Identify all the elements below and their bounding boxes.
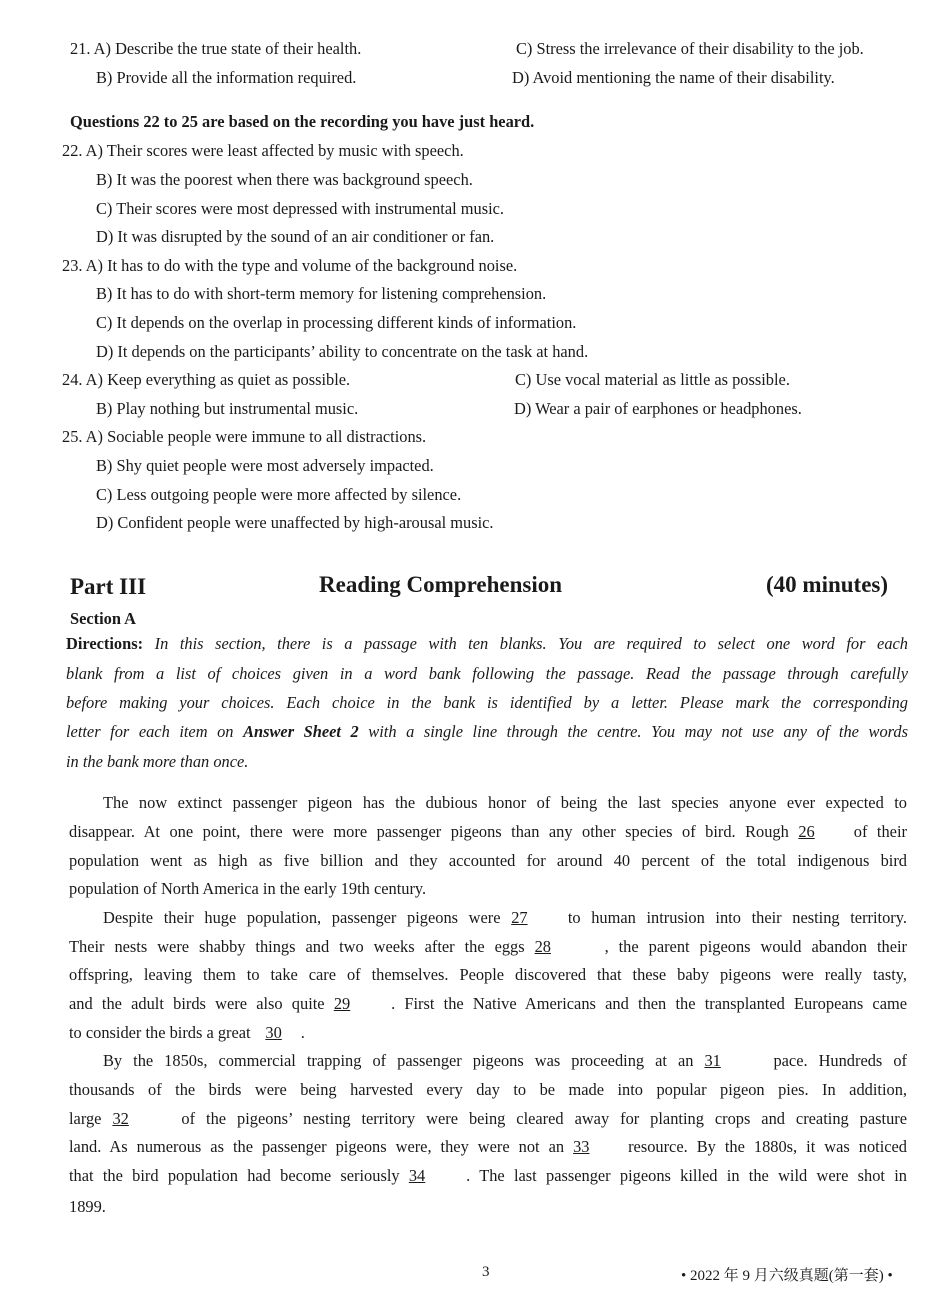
q25-option-c: C) Less outgoing people were more affected by silence. — [96, 485, 462, 504]
q21-option-a: 21. A) Describe the true state of their health. — [70, 39, 362, 58]
q23-option-b: B) It has to do with short-term memory for listening comprehension. — [96, 284, 547, 303]
section-title: Section A — [70, 609, 137, 628]
blank-27: 27 — [511, 908, 528, 927]
q21-option-b: B) Provide all the information required. — [96, 68, 357, 87]
blank-28: 28 — [534, 937, 551, 956]
part-title: Reading Comprehension — [319, 572, 563, 597]
passage-p3-line-6: 1899. — [69, 1197, 106, 1216]
directions-label: Directions: — [66, 634, 144, 653]
q25-option-a: 25. A) Sociable people were immune to all distractions. — [62, 427, 427, 446]
part-time: (40 minutes) — [766, 572, 889, 597]
passage-p2-line-5: to consider the birds a great 30 . — [69, 1023, 305, 1042]
passage-p3-line-5: that the bird population had become seriously 34 . The last passenger pigeons killed in the wild were shot in — [69, 1166, 907, 1185]
q25-option-d: D) Confident people were unaffected by high-arousal music. — [96, 513, 494, 532]
page-number: 3 — [482, 1264, 490, 1280]
blank-29: 29 — [333, 994, 351, 1013]
answer-sheet-label: Answer Sheet 2 — [243, 722, 359, 741]
passage-p2-line-2: Their nests were shabby things and two weeks after the eggs 28 , the parent pigeons would abandon their — [69, 937, 907, 956]
blank-26: 26 — [798, 822, 815, 841]
q22-option-c: C) Their scores were most depressed with instrumental music. — [96, 199, 505, 218]
passage-p3-line-3: large 32 of the pigeons’ nesting territory were being cleared away for planting crops and creating pasture — [69, 1109, 907, 1128]
blank-30: 30 — [265, 1023, 282, 1042]
passage-p1-line-2: disappear. At one point, there were more passenger pigeons than any other species of bird. Rough 26 of their — [69, 822, 907, 841]
q24-option-b: B) Play nothing but instrumental music. — [96, 399, 359, 418]
blank-31: 31 — [704, 1051, 721, 1070]
q22-option-a: 22. A) Their scores were least affected by music with speech. — [62, 141, 464, 160]
blank-33: 33 — [573, 1137, 590, 1156]
passage-p3-line-1: By the 1850s, commercial trapping of passenger pigeons was proceeding at an 31 pace. Hundreds of — [103, 1051, 907, 1070]
q23-option-d: D) It depends on the participants’ ability to concentrate on the task at hand. — [96, 342, 589, 361]
q23-option-c: C) It depends on the overlap in processing different kinds of information. — [96, 313, 577, 332]
q25-option-b: B) Shy quiet people were most adversely impacted. — [96, 456, 434, 475]
q21-option-d: D) Avoid mentioning the name of their disability. — [512, 68, 835, 87]
passage-p3-line-4: land. As numerous as the passenger pigeons were, they were not an 33 resource. By the 1880s, it was noticed — [69, 1137, 907, 1156]
directions-line-2: blank from a list of choices given in a word bank following the passage. Read the passage through carefully — [66, 664, 908, 683]
directions-line-1: Directions: In this section, there is a passage with ten blanks. You are required to select one word for each — [66, 634, 908, 653]
passage-p2-line-3: offspring, leaving them to take care of themselves. People discovered that these baby pigeons were really tasty, — [69, 965, 907, 984]
passage-p2-line-4: and the adult birds were also quite 29 . First the Native Americans and then the transplanted Europeans came — [69, 994, 907, 1013]
q24-option-a: 24. A) Keep everything as quiet as possible. — [62, 370, 351, 389]
q24-option-d: D) Wear a pair of earphones or headphones. — [514, 399, 802, 418]
q21-option-c: C) Stress the irrelevance of their disability to the job. — [516, 39, 864, 58]
footer-source: • 2022 年 9 月六级真题(第一套) • — [681, 1268, 893, 1284]
directions-line-3: before making your choices. Each choice in the bank is identified by a letter. Please mark the corresponding — [66, 693, 908, 712]
blank-32: 32 — [112, 1109, 129, 1128]
blank-34: 34 — [408, 1166, 426, 1185]
q22-option-d: D) It was disrupted by the sound of an air conditioner or fan. — [96, 227, 495, 246]
q24-option-c: C) Use vocal material as little as possible. — [515, 370, 790, 389]
passage-p1-line-3: population went as high as five billion and they accounted for around 40 percent of the total indigenous bird — [69, 851, 907, 870]
passage-p1-line-4: population of North America in the early 19th century. — [69, 879, 427, 898]
q23-option-a: 23. A) It has to do with the type and volume of the background noise. — [62, 256, 518, 275]
directions-line-5: in the bank more than once. — [66, 752, 249, 771]
passage-p2-line-1: Despite their huge population, passenger pigeons were 27 to human intrusion into their nesting territory. — [103, 908, 907, 927]
part-label: Part III — [70, 574, 147, 599]
passage-p3-line-2: thousands of the birds were being harvested every day to be made into popular pigeon pies. In addition, — [69, 1080, 907, 1099]
q22-option-b: B) It was the poorest when there was background speech. — [96, 170, 473, 189]
passage-p1-line-1: The now extinct passenger pigeon has the dubious honor of being the last species anyone ever expected to — [103, 793, 907, 812]
directions-line-4: letter for each item on Answer Sheet 2 with a single line through the centre. You may not use any of the words — [66, 722, 908, 741]
questions-22-25-heading: Questions 22 to 25 are based on the recording you have just heard. — [70, 112, 535, 131]
